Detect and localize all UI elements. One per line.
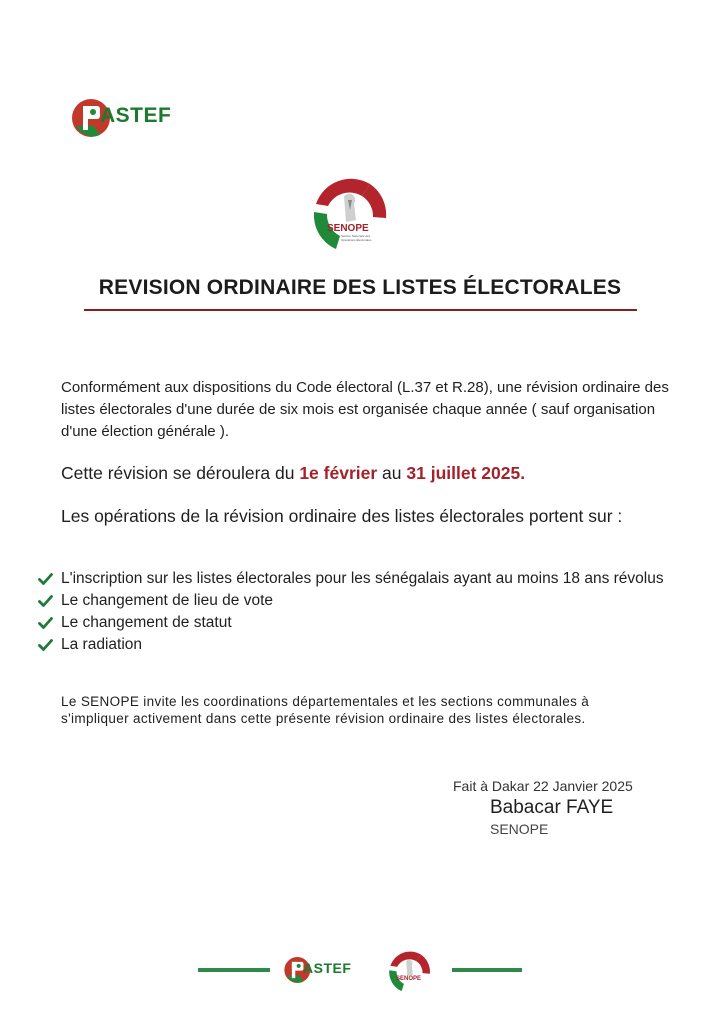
footer-senope-logo	[387, 950, 431, 994]
signer-name: Babacar FAYE	[490, 797, 614, 818]
footer-pastef-logo	[283, 955, 367, 989]
pastef-wordmark: ASTEF	[100, 104, 172, 127]
senope-name: SENOPE	[327, 223, 369, 234]
intro-paragraph: Conformément aux dispositions du Code électoral (L.37 et R.28), une révision ordinaire des listes électorales d'une durée de six mois est organisée chaque année ( sauf organisation d'une élection générale ).	[61, 379, 669, 440]
check-icon	[38, 617, 53, 629]
check-icon	[38, 595, 53, 607]
check-icon	[38, 573, 53, 585]
check-icon	[38, 639, 53, 651]
dates-middle: au	[377, 463, 407, 483]
title-divider	[84, 309, 637, 311]
dates-line	[61, 463, 681, 484]
invitation-paragraph: Le SENOPE invite les coordinations départementales et les sections communales à s'impliquer activement dans cette présente révision ordinaire des listes électorales.	[61, 694, 590, 726]
senope-emblem-icon	[387, 950, 431, 994]
operations-intro: Les opérations de la révision ordinaire des listes électorales portent sur :	[61, 506, 623, 526]
pastef-logo	[70, 96, 200, 140]
start-date: 1e février	[299, 463, 378, 483]
operations-list	[35, 568, 675, 656]
senope-logo	[310, 176, 388, 254]
senope-tagline: Section Nationale des Opérations Électorales	[341, 234, 372, 242]
signer-org: SENOPE	[490, 821, 549, 837]
footer-divider-left	[198, 968, 270, 972]
footer-pastef-wordmark: ASTEF	[303, 960, 352, 976]
dates-prefix: Cette révision se déroulera du	[61, 463, 300, 483]
end-date: 31 juillet 2025.	[406, 463, 526, 483]
footer-divider-right	[452, 968, 522, 972]
page-title: REVISION ORDINAIRE DES LISTES ÉLECTORALES	[98, 276, 622, 299]
senope-emblem-icon	[310, 176, 388, 254]
list-item: La radiation	[35, 634, 675, 655]
place-date: Fait à Dakar 22 Janvier 2025	[453, 778, 633, 794]
list-item: L'inscription sur les listes électorales pour les sénégalais ayant au moins 18 ans révolus	[35, 568, 675, 589]
footer-senope-name: SENOPE	[396, 976, 422, 982]
list-item: Le changement de statut	[35, 612, 675, 633]
list-item: Le changement de lieu de vote	[35, 590, 675, 611]
